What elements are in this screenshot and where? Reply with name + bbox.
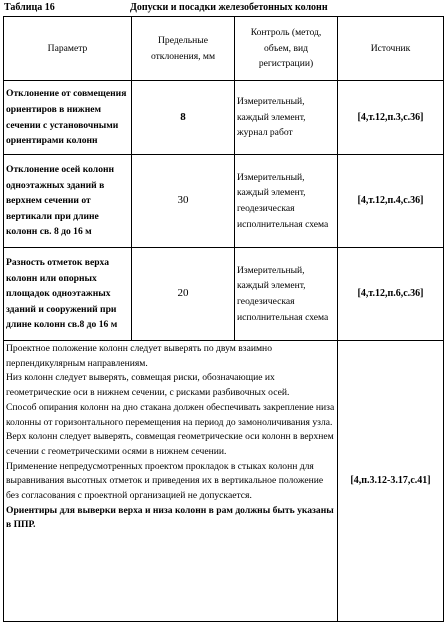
- row-limit: 8: [132, 81, 235, 155]
- note-row: [4, 341, 444, 622]
- note-paragraph: Верх колонн следует выверять, совмещая геометрические оси колонн в верхнем сечении с геометрическими осями в нижнем сечении.: [6, 431, 334, 457]
- note-paragraph: Применение непредусмотренных проектом прокладок в стыках колонн для выравнивания высотных отметок и приведения их в вертикальное положение без согласования с проектной организацией не допускается.: [6, 460, 324, 502]
- header-control: Контроль (метод, объем, вид регистрации): [235, 17, 338, 81]
- note-paragraph: Способ опирания колонн на дно стакана должен обеспечивать закрепление низа колонны от горизонтального перемещения на период до замоноличивания узла.: [6, 401, 335, 428]
- row-param: Отклонение осей колонн одноэтажных зданий в верхнем сечении от вертикали при длине колонн св. 8 до 16 м: [4, 155, 132, 248]
- header-source: Источник: [338, 17, 444, 81]
- row-source: [4,т.12,п.3,с.36]: [338, 81, 444, 155]
- row-control: Измерительный, каждый элемент, геодезическая исполнительная схема: [235, 248, 338, 341]
- tolerances-table: [3, 16, 444, 622]
- row-source: [4,т.12,п.4,с.36]: [338, 155, 444, 248]
- note-source: [4,п.3.12-3.17,с.41]: [338, 341, 444, 622]
- table-row: [4, 248, 444, 341]
- row-source: [4,т.12,п.6,с.36]: [338, 248, 444, 341]
- note-paragraph: Низ колонн следует выверять, совмещая риски, обозначающие их геометрические оси в нижнем сечении, с рисками разбивочных осей.: [6, 372, 290, 399]
- row-control: Измерительный, каждый элемент, геодезическая исполнительная схема: [235, 155, 338, 248]
- row-param: Разность отметок верха колонн или опорных площадок одноэтажных зданий и сооружений при длине колонн св.8 до 16 м: [4, 248, 132, 341]
- table-row: [4, 155, 444, 248]
- row-limit: 30: [132, 155, 235, 248]
- header-param: Параметр: [4, 17, 132, 81]
- header-limit: Предельные отклонения, мм: [132, 17, 235, 81]
- table-row: [4, 81, 444, 155]
- note-text: [4, 341, 338, 622]
- table-caption: [3, 0, 443, 16]
- note-paragraph: Ориентиры для выверки верха и низа колонн в рам должны быть указаны в ППР.: [6, 504, 334, 531]
- header-row: [4, 17, 444, 81]
- row-control: Измерительный, каждый элемент, журнал работ: [235, 81, 338, 155]
- row-limit: 20: [132, 248, 235, 341]
- note-paragraph: Проектное положение колонн следует выверять по двум взаимно перпендикулярным направлениям.: [6, 343, 272, 369]
- row-param: Отклонение от совмещения ориентиров в нижнем сечении с установочными ориентирами колонн: [4, 81, 132, 155]
- table-title: Допуски и посадки железобетонных колонн: [130, 2, 328, 13]
- table-number: Таблица 16: [4, 2, 55, 13]
